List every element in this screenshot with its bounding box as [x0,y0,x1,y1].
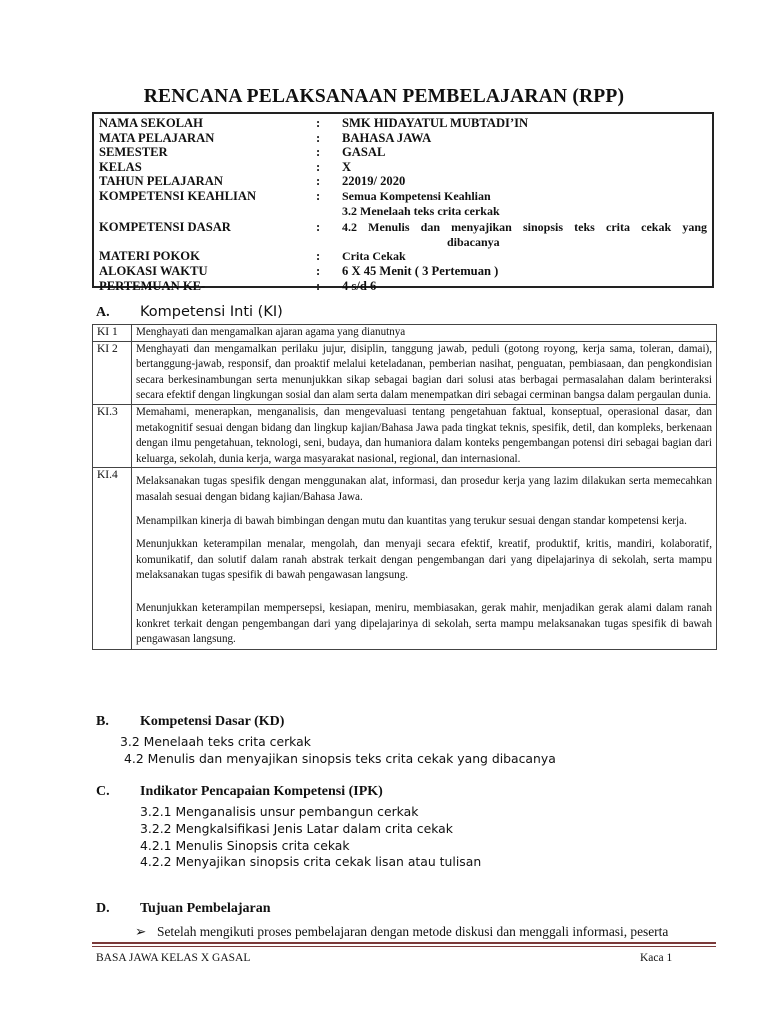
identity-label: MATERI POKOK [99,249,200,264]
ki-text [132,404,717,467]
section-title: Indikator Pencapaian Kompetensi (IPK) [140,784,383,799]
section-title: Kompetensi Dasar (KD) [140,714,285,729]
section-letter: C. [96,784,110,799]
identity-label: KOMPETENSI KEAHLIAN [99,188,257,203]
identity-row [99,279,707,294]
ki-paragraph: Menunjukkan keterampilan menalar, mengolah, dan menyaji secara efektif, kreatif, produktif, kritis, mandiri, kolaboratif, komunikatif, dan solutif dalam ranah abstrak terkait dengan pengembangan dari yang dipelajarinya di sekolah, serta mampu melaksanakan tugas spesifik di bawah pengawasan langsung. [136,538,712,582]
ki-paragraph: Memahami, menerapkan, menganalisis, dan mengevaluasi tentang pengetahuan faktual, konseptual, operasional dasar, dan metakognitif sesuai dengan bidang dan lingkup kajian/Bahasa Jawa pada tingkat teknis, spesifik, detil, dan kompleks, berkenaan dengan ilmu pengetahuan, teknologi, seni, budaya, dan humaniora dalam konteks pengembangan potensi diri sebagai bagian dari keluarga, sekolah, dunia kerja, warga masyarakat nasional, regional, dan internasional. [136,405,712,465]
identity-label: PERTEMUAN KE- [99,278,206,293]
identity-value: Crita Cekak [342,249,406,264]
identity-value: 6 X 45 Menit ( 3 Pertemuan ) [342,263,499,278]
identity-colon: : [316,220,321,235]
section-letter: B. [96,714,109,729]
identity-colon: : [316,263,321,278]
identity-row [99,160,707,175]
ki-paragraph: Menampilkan kinerja di bawah bimbingan dengan mutu dan kuantitas yang terukur sesuai dengan standar kompetensi kerja. [136,514,687,527]
ipk-item: 4.2.2 Menyajikan sinopsis crita cekak lisan atau tulisan [140,854,482,869]
section-a-heading [96,304,283,321]
identity-row [99,204,707,219]
identity-colon: : [316,145,321,160]
section-b-heading [96,714,284,730]
ipk-item: 3.2.1 Menganalisis unsur pembangun cerkak [140,804,419,819]
identity-colon: : [316,174,321,189]
section-d-heading [96,901,271,917]
identity-label: NAMA SEKOLAH [99,116,203,130]
kd-item: 4.2 Menulis dan menyajikan sinopsis teks crita cekak yang dibacanya [124,751,556,766]
ki-number: KI 1 [93,325,132,342]
ki-paragraph: Menghayati dan mengamalkan ajaran agama yang dianutnya [136,326,406,338]
identity-row [99,235,707,250]
identity-label: KOMPETENSI DASAR [99,220,231,235]
identity-colon: : [316,159,321,174]
table-row [93,325,717,342]
identity-colon: : [316,188,321,203]
ipk-item: 3.2.2 Mengkalsifikasi Jenis Latar dalam crita cekak [140,821,453,836]
section-title: Tujuan Pembelajaran [140,901,271,916]
section-letter: A. [96,305,110,320]
table-row [93,404,717,467]
page-title: RENCANA PELAKSANAAN PEMBELAJARAN (RPP) [143,86,625,107]
ki-number: KI.4 [93,468,132,649]
identity-row [99,145,707,160]
identity-value: 4 s/d 6 [342,278,377,293]
identity-colon: : [316,130,321,145]
identity-value: X [342,159,352,174]
ki-paragraph: Melaksanakan tugas spesifik dengan menggunakan alat, informasi, dan prosedur kerja yang lazim dilakukan serta memecahkan masalah sesuai dengan bidang kajian/Bahasa Jawa. [136,475,712,503]
kd-item: 3.2 Menelaah teks crita cerkak [120,734,311,749]
identity-label: TAHUN PELAJARAN [99,174,223,189]
section-c-heading [96,784,383,800]
kd-42-cont: dibacanya [447,234,500,249]
identity-value: SMK HIDAYATUL MUBTADI’IN [342,116,529,130]
kd-42-value: 4.2 Menulis dan menyajikan sinopsis teks crita cekak yang [342,220,707,235]
ki-text [132,341,717,404]
identity-box [92,112,714,293]
identity-colon: : [316,249,321,264]
arrow-bullet-icon: ➢ [135,924,147,939]
ki-number: KI.3 [93,404,132,467]
footer-left: BASA JAWA KELAS X GASAL [96,952,251,964]
identity-row [99,220,707,235]
ki-text [132,468,717,649]
ki-table [92,324,717,650]
table-row [93,468,717,649]
identity-label: MATA PELAJARAN [99,130,215,145]
identity-value: 22019/ 2020 [342,174,406,189]
identity-colon: : [316,116,321,130]
section-title: Kompetensi Inti (KI) [140,304,283,320]
footer-divider [92,946,716,947]
identity-row [99,116,707,131]
identity-row [99,174,707,189]
identity-value: Semua Kompetensi Keahlian [342,188,491,203]
page-number: Kaca 1 [640,952,673,964]
ipk-item: 4.2.1 Menulis Sinopsis crita cekak [140,838,350,853]
identity-label: SEMESTER [99,145,168,160]
bullet-text: Setelah mengikuti proses pembelajaran dengan metode diskusi dan menggali informasi, peserta [157,924,669,939]
table-row [93,341,717,404]
bullet-item [135,924,668,940]
identity-value: BAHASA JAWA [342,130,432,145]
identity-label: KELAS [99,159,142,174]
identity-value: GASAL [342,145,386,160]
identity-row [99,264,707,279]
ki-paragraph: Menghayati dan mengamalkan perilaku jujur, disiplin, tanggung jawab, peduli (gotong royong, kerja sama, toleran, damai), bertanggung-jawab, responsif, dan proaktif melalui keteladanan, pemberian nasihat, penguatan, pembiasaan, dan pengkondisian secara berkesinambungan serta menunjukkan sikap sebagai bagian dari solusi atas berbagai permasalahan dalam berinteraksi secara efektif dengan lingkungan sosial dan alam serta dalam menempatkan diri sebagai cerminan bangsa dalam pergaulan dunia. [136,342,712,402]
section-letter: D. [96,901,110,916]
identity-row [99,249,707,264]
identity-colon: : [316,278,321,293]
ki-text [132,325,717,342]
ki-paragraph: Menunjukkan keterampilan mempersepsi, kesiapan, meniru, membiasakan, gerak mahir, menjadikan gerak alami dalam ranah konkret terkait dengan pengembangan dari yang dipelajarinya di sekolah, serta mampu melaksanakan tugas spesifik di bawah pengawasan langsung. [136,601,712,646]
footer-divider [92,942,716,944]
identity-row [99,189,707,204]
ki-number: KI 2 [93,341,132,404]
identity-row [99,131,707,146]
identity-label: ALOKASI WAKTU [99,263,208,278]
kd-32-value: 3.2 Menelaah teks crita cerkak [342,203,500,218]
